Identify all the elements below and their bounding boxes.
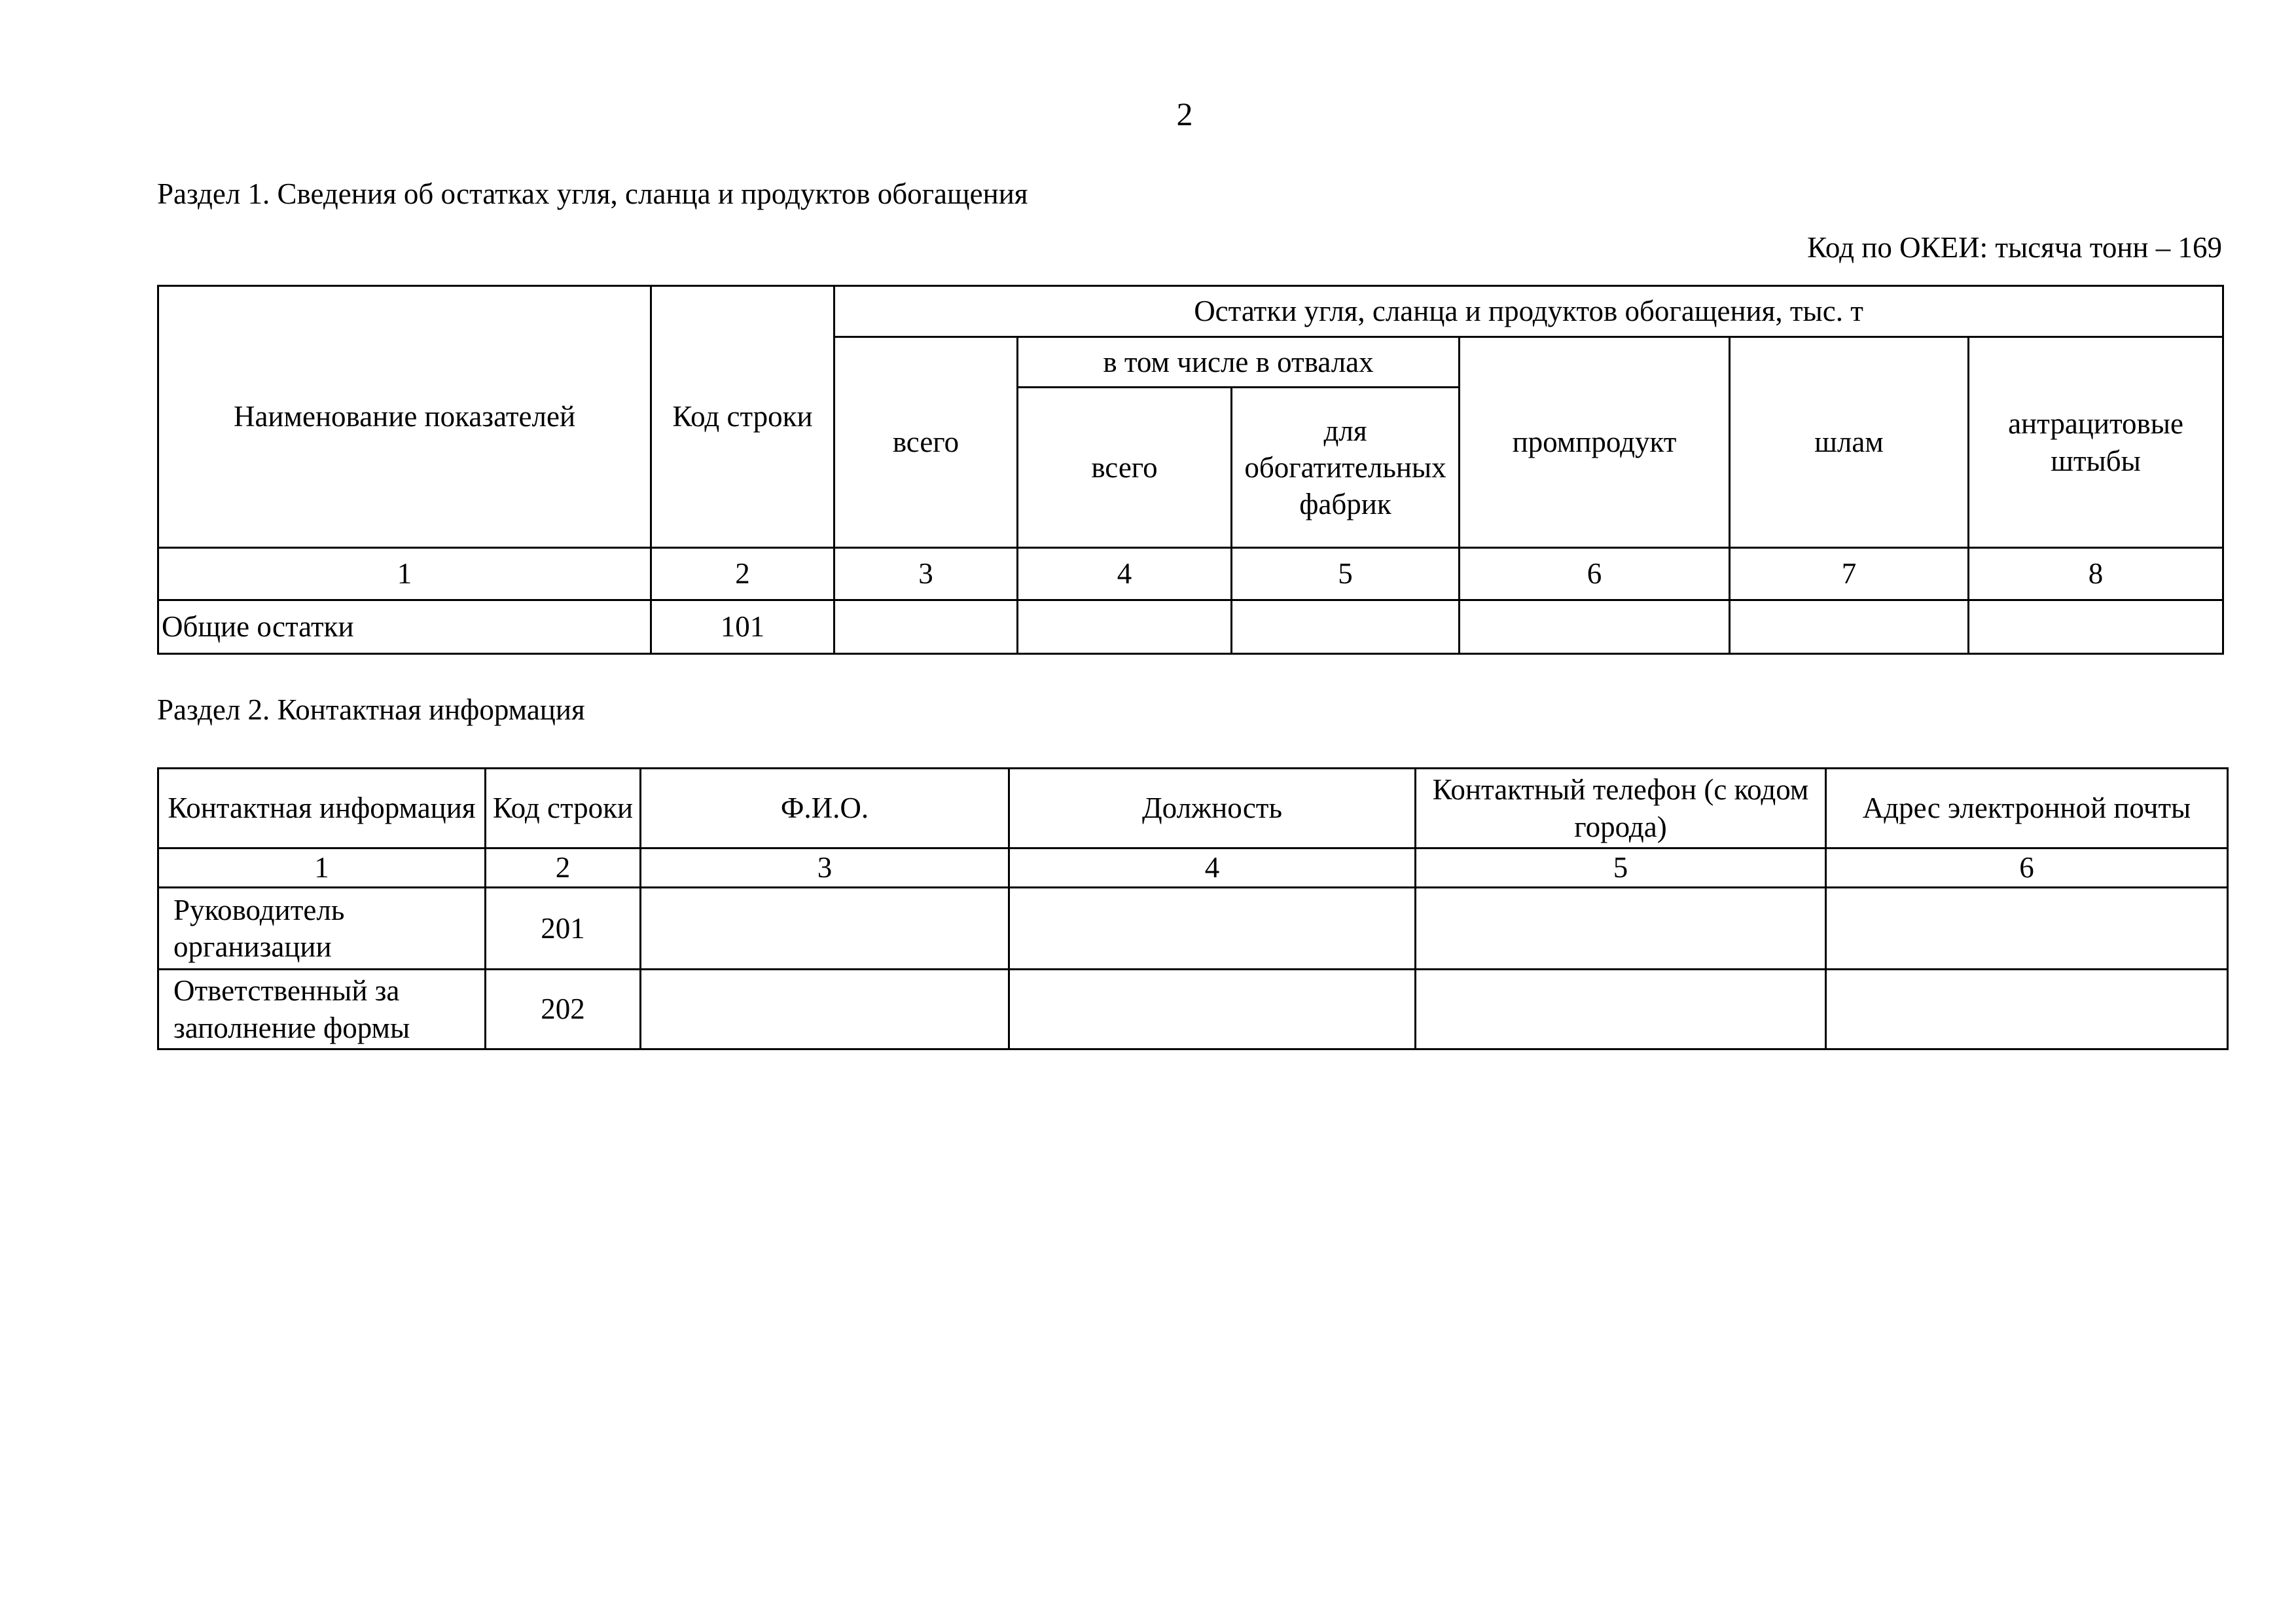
header-row-code: Код строки [651, 286, 834, 548]
column-number: 1 [158, 848, 486, 888]
header-contact-info: Контактная информация [158, 769, 486, 848]
value-cell[interactable] [641, 970, 1009, 1049]
header-email: Адрес электронной почты [1826, 769, 2228, 848]
column-number: 4 [1009, 848, 1416, 888]
row-code: 101 [651, 600, 834, 654]
section-1-title: Раздел 1. Сведения об остатках угля, сланца и продуктов обогащения [157, 177, 1028, 210]
value-cell[interactable] [1416, 970, 1826, 1049]
row-name: Ответственный за заполнение формы [158, 970, 486, 1049]
section-2-title: Раздел 2. Контактная информация [157, 693, 585, 726]
column-number: 5 [1416, 848, 1826, 888]
column-number: 1 [158, 548, 651, 600]
table-row [158, 888, 2228, 970]
value-cell[interactable] [1416, 888, 1826, 970]
header-residues-group: Остатки угля, сланца и продуктов обогащения, тыс. т [834, 286, 2223, 337]
page-number: 2 [1176, 96, 1193, 132]
column-number: 6 [1826, 848, 2228, 888]
coal-residues-table [157, 285, 2224, 655]
value-cell[interactable] [1018, 600, 1232, 654]
row-code: 202 [486, 970, 641, 1049]
value-cell[interactable] [1969, 600, 2223, 654]
column-number: 7 [1730, 548, 1969, 600]
header-full-name: Ф.И.О. [641, 769, 1009, 848]
value-cell[interactable] [1460, 600, 1730, 654]
row-code: 201 [486, 888, 641, 970]
column-number: 3 [641, 848, 1009, 888]
value-cell[interactable] [1009, 970, 1416, 1049]
header-phone: Контактный телефон (с кодом города) [1416, 769, 1826, 848]
header-in-dumps: в том числе в отвалах [1018, 337, 1460, 388]
header-dumps-total: всего [1018, 388, 1232, 548]
value-cell[interactable] [1009, 888, 1416, 970]
column-number: 6 [1460, 548, 1730, 600]
column-number: 8 [1969, 548, 2223, 600]
header-dumps-for-plants: для обогатительных фабрик [1232, 388, 1460, 548]
header-row-code: Код строки [486, 769, 641, 848]
column-number: 3 [834, 548, 1018, 600]
contact-info-table [157, 767, 2229, 1050]
row-name: Руководитель организации [158, 888, 486, 970]
value-cell[interactable] [1826, 970, 2228, 1049]
header-anthracite-culm: антрацитовые штыбы [1969, 337, 2223, 548]
table-row [158, 600, 2223, 654]
column-number: 4 [1018, 548, 1232, 600]
value-cell[interactable] [1232, 600, 1460, 654]
header-position: Должность [1009, 769, 1416, 848]
header-middlings: промпродукт [1460, 337, 1730, 548]
header-indicator-name: Наименование показателей [158, 286, 651, 548]
column-number: 5 [1232, 548, 1460, 600]
row-name: Общие остатки [158, 600, 651, 654]
value-cell[interactable] [834, 600, 1018, 654]
column-number-row [158, 548, 2223, 600]
value-cell[interactable] [641, 888, 1009, 970]
column-number: 2 [486, 848, 641, 888]
value-cell[interactable] [1730, 600, 1969, 654]
header-total: всего [834, 337, 1018, 548]
column-number-row [158, 848, 2228, 888]
value-cell[interactable] [1826, 888, 2228, 970]
column-number: 2 [651, 548, 834, 600]
okei-unit-code: Код по ОКЕИ: тысяча тонн – 169 [1807, 231, 2222, 264]
header-sludge: шлам [1730, 337, 1969, 548]
table-row [158, 970, 2228, 1049]
